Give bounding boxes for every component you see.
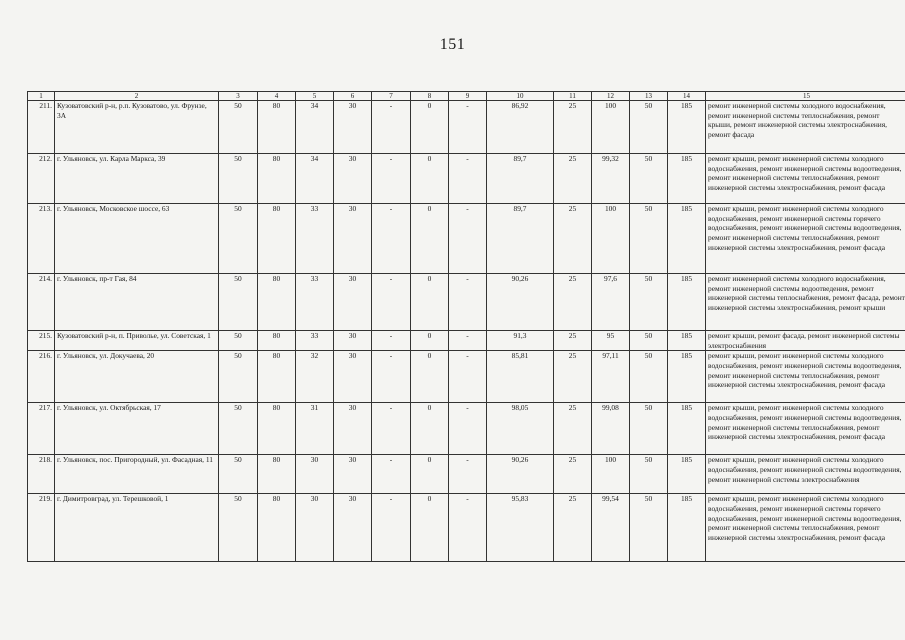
- value-cell: 50: [219, 154, 258, 204]
- value-cell: 50: [219, 351, 258, 403]
- value-cell: 98,05: [487, 403, 554, 455]
- value-cell: 80: [258, 494, 296, 562]
- value-cell: 0: [411, 494, 449, 562]
- value-cell: 50: [219, 494, 258, 562]
- row-number: 217.: [28, 403, 55, 455]
- table-row: [28, 154, 905, 204]
- row-number: 212.: [28, 154, 55, 204]
- value-cell: 97,6: [592, 274, 630, 331]
- works-list-cell: ремонт инженерной системы холодного водоснабжения, ремонт инженерной системы водоотведения, ремонт инженерной системы теплоснабжения, ремонт фасада, ремонт инженерной системы электроснабжения, ремонт крыши: [706, 274, 905, 331]
- value-cell: -: [372, 403, 411, 455]
- value-cell: 0: [411, 204, 449, 274]
- value-cell: 80: [258, 331, 296, 351]
- works-list-cell: ремонт крыши, ремонт инженерной системы холодного водоснабжения, ремонт инженерной системы водоотведения, ремонт инженерной системы теплоснабжения, ремонт инженерной системы электроснабжения, ремонт фасада: [706, 154, 905, 204]
- value-cell: 30: [334, 274, 372, 331]
- address-cell: г. Ульяновск, ул. Октябрьская, 17: [55, 403, 219, 455]
- value-cell: 0: [411, 154, 449, 204]
- value-cell: 50: [630, 403, 668, 455]
- value-cell: 80: [258, 274, 296, 331]
- value-cell: 25: [554, 455, 592, 494]
- repair-program-table: [27, 91, 905, 562]
- value-cell: -: [449, 204, 487, 274]
- address-cell: г. Ульяновск, ул. Карла Маркса, 39: [55, 154, 219, 204]
- value-cell: 91,3: [487, 331, 554, 351]
- value-cell: 80: [258, 101, 296, 154]
- works-list-cell: ремонт крыши, ремонт инженерной системы холодного водоснабжения, ремонт инженерной системы водоотведения, ремонт инженерной системы теплоснабжения, ремонт инженерной системы электроснабжения, ремонт фасада: [706, 351, 905, 403]
- row-number: 213.: [28, 204, 55, 274]
- value-cell: 50: [630, 331, 668, 351]
- column-number: 6: [334, 92, 372, 101]
- value-cell: 30: [334, 204, 372, 274]
- value-cell: -: [372, 101, 411, 154]
- value-cell: 25: [554, 274, 592, 331]
- value-cell: 30: [334, 494, 372, 562]
- table-row: [28, 101, 905, 154]
- value-cell: 30: [296, 455, 334, 494]
- value-cell: 100: [592, 455, 630, 494]
- page-number: 151: [439, 36, 466, 53]
- column-number: 4: [258, 92, 296, 101]
- row-number: 211.: [28, 101, 55, 154]
- value-cell: 34: [296, 101, 334, 154]
- table-row: [28, 455, 905, 494]
- row-number: 216.: [28, 351, 55, 403]
- value-cell: 25: [554, 154, 592, 204]
- value-cell: -: [372, 455, 411, 494]
- works-list-cell: ремонт крыши, ремонт инженерной системы холодного водоснабжения, ремонт инженерной системы водоотведения, ремонт инженерной системы теплоснабжения, ремонт инженерной системы электроснабжения, ремонт фасада: [706, 403, 905, 455]
- value-cell: 50: [630, 154, 668, 204]
- value-cell: 50: [219, 204, 258, 274]
- value-cell: 185: [668, 455, 706, 494]
- address-cell: г. Ульяновск, пр-т Гая, 84: [55, 274, 219, 331]
- value-cell: 80: [258, 204, 296, 274]
- value-cell: 99,32: [592, 154, 630, 204]
- row-number: 215.: [28, 331, 55, 351]
- value-cell: -: [372, 274, 411, 331]
- value-cell: 50: [219, 101, 258, 154]
- table-row: [28, 403, 905, 455]
- value-cell: 99,08: [592, 403, 630, 455]
- value-cell: 50: [630, 455, 668, 494]
- value-cell: 25: [554, 204, 592, 274]
- value-cell: 50: [219, 331, 258, 351]
- value-cell: 85,81: [487, 351, 554, 403]
- value-cell: 50: [630, 204, 668, 274]
- value-cell: 185: [668, 204, 706, 274]
- value-cell: -: [372, 204, 411, 274]
- value-cell: -: [449, 154, 487, 204]
- value-cell: 0: [411, 351, 449, 403]
- address-cell: г. Димитровград, ул. Терешковой, 1: [55, 494, 219, 562]
- value-cell: -: [372, 494, 411, 562]
- value-cell: 32: [296, 351, 334, 403]
- value-cell: -: [449, 101, 487, 154]
- value-cell: -: [372, 351, 411, 403]
- column-number-row: [28, 92, 905, 101]
- value-cell: 185: [668, 101, 706, 154]
- value-cell: 99,54: [592, 494, 630, 562]
- value-cell: 80: [258, 403, 296, 455]
- value-cell: 185: [668, 403, 706, 455]
- column-number: 7: [372, 92, 411, 101]
- row-number: 214.: [28, 274, 55, 331]
- column-number: 12: [592, 92, 630, 101]
- value-cell: 80: [258, 154, 296, 204]
- value-cell: 86,92: [487, 101, 554, 154]
- value-cell: 30: [334, 351, 372, 403]
- value-cell: 33: [296, 331, 334, 351]
- column-number: 15: [706, 92, 905, 101]
- table-row: [28, 274, 905, 331]
- value-cell: 0: [411, 455, 449, 494]
- column-number: 10: [487, 92, 554, 101]
- value-cell: 97,11: [592, 351, 630, 403]
- value-cell: -: [449, 494, 487, 562]
- value-cell: -: [372, 331, 411, 351]
- row-number: 219.: [28, 494, 55, 562]
- value-cell: 100: [592, 101, 630, 154]
- address-cell: Кузоватовский р-н, п. Приволье, ул. Советская, 1: [55, 331, 219, 351]
- value-cell: -: [449, 331, 487, 351]
- value-cell: 50: [630, 351, 668, 403]
- address-cell: г. Ульяновск, пос. Пригородный, ул. Фасадная, 11: [55, 455, 219, 494]
- column-number: 14: [668, 92, 706, 101]
- works-list-cell: ремонт инженерной системы холодного водоснабжения, ремонт инженерной системы теплоснабжения, ремонт крыши, ремонт инженерной системы электроснабжения, ремонт фасада: [706, 101, 905, 154]
- value-cell: 185: [668, 331, 706, 351]
- address-cell: г. Ульяновск, Московское шоссе, 63: [55, 204, 219, 274]
- address-cell: г. Ульяновск, ул. Докучаева, 20: [55, 351, 219, 403]
- value-cell: 90,26: [487, 455, 554, 494]
- value-cell: 31: [296, 403, 334, 455]
- value-cell: 100: [592, 204, 630, 274]
- value-cell: 80: [258, 455, 296, 494]
- table-row: [28, 494, 905, 562]
- value-cell: 95,83: [487, 494, 554, 562]
- value-cell: 30: [334, 154, 372, 204]
- table-row: [28, 331, 905, 351]
- value-cell: 50: [630, 494, 668, 562]
- column-number: 3: [219, 92, 258, 101]
- value-cell: 30: [296, 494, 334, 562]
- value-cell: 185: [668, 154, 706, 204]
- value-cell: 0: [411, 101, 449, 154]
- column-number: 5: [296, 92, 334, 101]
- value-cell: 30: [334, 101, 372, 154]
- value-cell: 30: [334, 403, 372, 455]
- column-number: 13: [630, 92, 668, 101]
- value-cell: 33: [296, 274, 334, 331]
- value-cell: 30: [334, 331, 372, 351]
- value-cell: 89,7: [487, 204, 554, 274]
- value-cell: -: [449, 274, 487, 331]
- value-cell: 50: [630, 101, 668, 154]
- column-number: 9: [449, 92, 487, 101]
- value-cell: 25: [554, 403, 592, 455]
- value-cell: 0: [411, 274, 449, 331]
- value-cell: 0: [411, 331, 449, 351]
- value-cell: 50: [219, 455, 258, 494]
- works-list-cell: ремонт крыши, ремонт инженерной системы холодного водоснабжения, ремонт инженерной системы горячего водоснабжения, ремонт инженерной системы водоотведения, ремонт инженерной системы теплоснабжения, ремонт инженерной системы электроснабжения, ремонт фасада: [706, 494, 905, 562]
- value-cell: -: [449, 455, 487, 494]
- value-cell: 25: [554, 351, 592, 403]
- value-cell: -: [449, 351, 487, 403]
- works-list-cell: ремонт крыши, ремонт инженерной системы холодного водоснабжения, ремонт инженерной системы водоотведения, ремонт инженерной системы электроснабжения: [706, 455, 905, 494]
- value-cell: 34: [296, 154, 334, 204]
- value-cell: 50: [630, 274, 668, 331]
- table-row: [28, 204, 905, 274]
- column-number: 1: [28, 92, 55, 101]
- value-cell: 89,7: [487, 154, 554, 204]
- address-cell: Кузоватовский р-н, р.п. Кузоватово, ул. Фрунзе, 3А: [55, 101, 219, 154]
- value-cell: 25: [554, 494, 592, 562]
- value-cell: 185: [668, 274, 706, 331]
- value-cell: -: [372, 154, 411, 204]
- value-cell: 185: [668, 494, 706, 562]
- row-number: 218.: [28, 455, 55, 494]
- value-cell: 90,26: [487, 274, 554, 331]
- value-cell: 25: [554, 331, 592, 351]
- value-cell: 33: [296, 204, 334, 274]
- value-cell: 185: [668, 351, 706, 403]
- value-cell: 95: [592, 331, 630, 351]
- value-cell: 0: [411, 403, 449, 455]
- works-list-cell: ремонт крыши, ремонт фасада, ремонт инженерной системы электроснабжения: [706, 331, 905, 351]
- column-number: 11: [554, 92, 592, 101]
- value-cell: 25: [554, 101, 592, 154]
- column-number: 2: [55, 92, 219, 101]
- value-cell: -: [449, 403, 487, 455]
- value-cell: 50: [219, 274, 258, 331]
- table-row: [28, 351, 905, 403]
- value-cell: 50: [219, 403, 258, 455]
- column-number: 8: [411, 92, 449, 101]
- value-cell: 30: [334, 455, 372, 494]
- works-list-cell: ремонт крыши, ремонт инженерной системы холодного водоснабжения, ремонт инженерной системы горячего водоснабжения, ремонт инженерной системы водоотведения, ремонт инженерной системы теплоснабжения, ремонт инженерной системы электроснабжения, ремонт фасада: [706, 204, 905, 274]
- value-cell: 80: [258, 351, 296, 403]
